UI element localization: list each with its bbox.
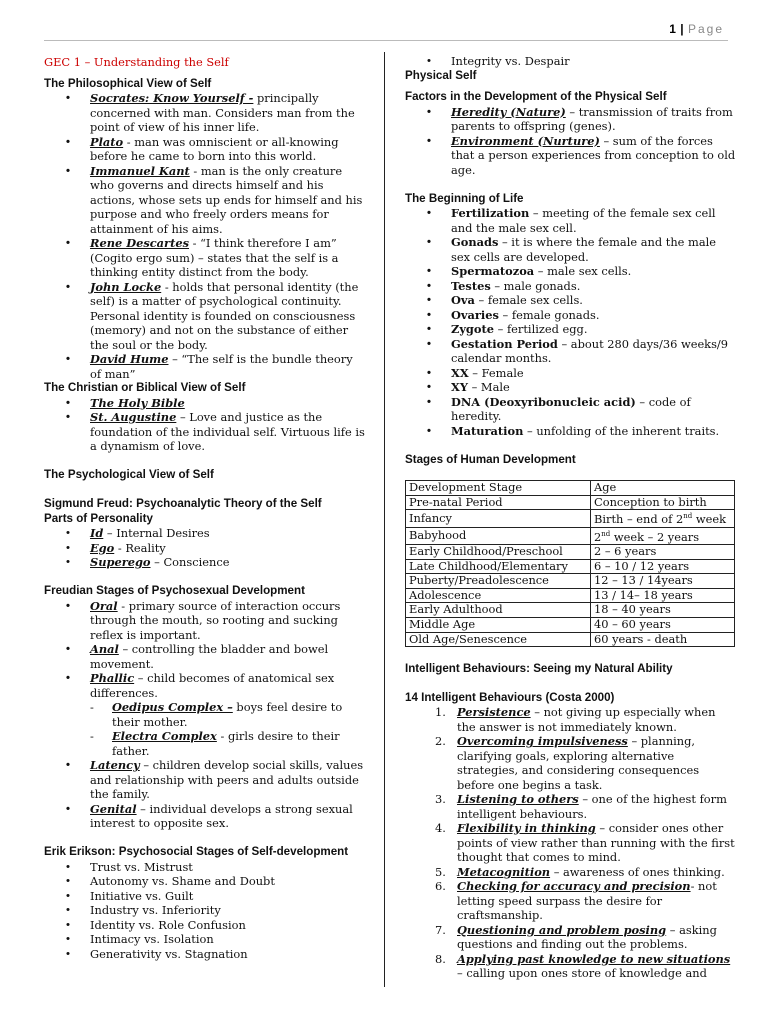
list-item: • The Holy Bible — [44, 396, 366, 411]
list-item: • Environment (Nurture) – sum of the forces that a person experiences from conception to old age. — [405, 134, 737, 178]
age-cell: Conception to birth — [591, 495, 735, 510]
stage-cell: Adolescence — [406, 588, 591, 603]
page-word: Page — [687, 22, 724, 36]
table-row — [406, 510, 735, 527]
stage-cell: Early Adulthood — [406, 603, 591, 618]
factors-heading: Factors in the Development of the Physical Self — [405, 90, 667, 103]
age-cell: 12 – 13 / 14years — [591, 574, 735, 589]
list-item: • John Locke - holds that personal identity (the self) is a matter of psychological continuity. Personal identity is founded on consciousness (memory) and not on the substance of either the soul or the body. — [44, 280, 366, 353]
psychological-heading: The Psychological View of Self — [44, 468, 214, 481]
stage-cell: Puberty/Preadolescence — [406, 574, 591, 589]
stage-cell: Late Childhood/Elementary — [406, 559, 591, 574]
list-item: - Electra Complex - girls desire to their father. — [44, 729, 366, 758]
table-row — [406, 559, 735, 574]
age-cell: 13 / 14– 18 years — [591, 588, 735, 603]
table-row — [406, 603, 735, 618]
list-item: • Superego – Conscience — [44, 555, 366, 570]
document-title: GEC 1 – Understanding the Self — [44, 55, 229, 69]
list-item: • Socrates: Know Yourself - principally concerned with man. Considers man from the point of view of his inner life. — [44, 91, 366, 135]
list-item: • Maturation – unfolding of the inherent traits. — [405, 424, 737, 439]
list-item: • St. Augustine – Love and justice as the foundation of the individual self. Virtuous life is a dynamism of love. — [44, 410, 366, 454]
column-divider — [384, 52, 385, 987]
erikson-list-cont — [405, 54, 737, 69]
table-row — [406, 481, 735, 496]
list-item: • Integrity vs. Despair — [405, 54, 737, 69]
table-row — [406, 632, 735, 647]
psychosexual-list-cont — [44, 758, 366, 831]
list-item: 6. Checking for accuracy and precision- not letting speed surpass the desire for craftsmanship. — [435, 879, 717, 923]
list-item: • Fertilization – meeting of the female sex cell and the male sex cell. — [405, 206, 737, 235]
christian-heading: The Christian or Biblical View of Self — [44, 381, 246, 394]
header-rule — [44, 40, 728, 41]
table-row — [406, 588, 735, 603]
list-item: • Phallic – child becomes of anatomical sex differences. — [44, 671, 366, 700]
costa-heading: 14 Intelligent Behaviours (Costa 2000) — [405, 690, 615, 704]
erikson-heading: Erik Erikson: Psychosocial Stages of Self-development — [44, 845, 349, 858]
list-item: • Oral - primary source of interaction occurs through the mouth, so rooting and sucking reflex is important. — [44, 599, 366, 643]
list-item: • Industry vs. Inferiority — [44, 903, 366, 918]
personality-list — [44, 526, 366, 570]
list-item: • Spermatozoa – male sex cells. — [405, 264, 737, 279]
stage-cell: Pre-natal Period — [406, 495, 591, 510]
table-row — [406, 495, 735, 510]
philosophical-list — [44, 91, 366, 381]
factors-list — [405, 105, 737, 178]
list-item: • Autonomy vs. Shame and Doubt — [44, 874, 366, 889]
list-item: • Ovaries – female gonads. — [405, 308, 737, 323]
list-item: • Testes – male gonads. — [405, 279, 737, 294]
list-item: • Gestation Period – about 280 days/36 weeks/9 calendar months. — [405, 337, 737, 366]
age-cell: Age — [591, 481, 735, 496]
list-item: • Gonads – it is where the female and the male sex cells are developed. — [405, 235, 737, 264]
age-cell: 18 – 40 years — [591, 603, 735, 618]
christian-list — [44, 396, 366, 454]
list-item: • Ego - Reality — [44, 541, 366, 556]
stages-heading: Stages of Human Development — [405, 452, 576, 466]
list-item: • Zygote – fertilized egg. — [405, 322, 737, 337]
page-header — [669, 22, 724, 36]
list-item: • Anal – controlling the bladder and bowel movement. — [44, 642, 366, 671]
list-item: • Ova – female sex cells. — [405, 293, 737, 308]
personality-heading: Parts of Personality — [44, 511, 153, 525]
freud-heading: Sigmund Freud: Psychoanalytic Theory of the Self — [44, 497, 322, 510]
list-item: 5. Metacognition – awareness of ones thinking. — [435, 864, 725, 879]
list-item: 4. Flexibility in thinking – consider ones other points of view rather than running with the first thought that comes to mind. — [435, 821, 735, 865]
list-item: • XY – Male — [405, 380, 737, 395]
physical-self-heading: Physical Self — [405, 68, 477, 82]
page-number: 1 — [669, 22, 677, 36]
beginning-of-life-heading: The Beginning of Life — [405, 191, 524, 205]
stage-cell: Development Stage — [406, 481, 591, 496]
list-item: 1. Persistence – not giving up especially when the answer is not immediately known. — [435, 705, 716, 734]
list-item: • Initiative vs. Guilt — [44, 889, 366, 904]
list-item: • Plato - man was omniscient or all-knowing before he came to born into this world. — [44, 135, 366, 164]
table-row — [406, 544, 735, 559]
table-row — [406, 574, 735, 589]
list-item: • Generativity vs. Stagnation — [44, 947, 366, 962]
complex-list — [44, 700, 366, 758]
age-cell: Birth – end of 2nd week — [591, 510, 735, 527]
costa-list — [405, 705, 737, 981]
left-column — [44, 52, 366, 961]
table-row — [406, 527, 735, 544]
list-item: • Trust vs. Mistrust — [44, 860, 366, 875]
list-item: • XX – Female — [405, 366, 737, 381]
stages-table — [405, 480, 735, 647]
list-item: • Heredity (Nature) – transmission of traits from parents to offspring (genes). — [405, 105, 737, 134]
list-item: - Oedipus Complex – boys feel desire to their mother. — [44, 700, 366, 729]
list-item: • Rene Descartes - “I think therefore I am” (Cogito ergo sum) – states that the self is a thinking entity distinct from the body. — [44, 236, 366, 280]
age-cell: 2 – 6 years — [591, 544, 735, 559]
list-item: • Identity vs. Role Confusion — [44, 918, 366, 933]
psychosexual-list — [44, 599, 366, 701]
stage-cell: Old Age/Senescence — [406, 632, 591, 647]
list-item: 7. Questioning and problem posing – asking questions and finding out the problems. — [435, 922, 717, 952]
list-item: 8. Applying past knowledge to new situations – calling upon ones store of knowledge and — [435, 951, 731, 981]
page-separator: | — [680, 22, 685, 36]
life-list — [405, 206, 737, 438]
stage-cell: Middle Age — [406, 617, 591, 632]
list-item: • Immanuel Kant - man is the only creature who governs and directs himself and his actions, whose sets up ends for himself and his purpose and who freely orders means for attainment of his aims. — [44, 164, 366, 237]
list-item: • Latency – children develop social skills, values and relationship with peers and adults outside the family. — [44, 758, 366, 802]
age-cell: 6 – 10 / 12 years — [591, 559, 735, 574]
list-item: 3. Listening to others – one of the highest form intelligent behaviours. — [435, 792, 727, 821]
age-cell: 60 years - death — [591, 632, 735, 647]
right-column — [405, 54, 737, 981]
erikson-list — [44, 860, 366, 962]
list-item: 2. Overcoming impulsiveness – planning, clarifying goals, exploring alternative strategies, and considering consequences before one begins a task. — [435, 734, 700, 792]
stage-cell: Babyhood — [406, 527, 591, 544]
list-item: • Intimacy vs. Isolation — [44, 932, 366, 947]
list-item: • Genital – individual develops a strong sexual interest to opposite sex. — [44, 802, 366, 831]
list-item: • DNA (Deoxyribonucleic acid) – code of heredity. — [405, 395, 737, 424]
age-cell: 2nd week – 2 years — [591, 527, 735, 544]
stage-cell: Early Childhood/Preschool — [406, 544, 591, 559]
psychosexual-heading: Freudian Stages of Psychosexual Development — [44, 584, 305, 597]
age-cell: 40 – 60 years — [591, 617, 735, 632]
intelligent-heading: Intelligent Behaviours: Seeing my Natural Ability — [405, 661, 673, 675]
table-row — [406, 617, 735, 632]
list-item: • Id – Internal Desires — [44, 526, 366, 541]
list-item: • David Hume – “The self is the bundle theory of man” — [44, 352, 366, 381]
philosophical-heading: The Philosophical View of Self — [44, 76, 212, 90]
stage-cell: Infancy — [406, 510, 591, 527]
